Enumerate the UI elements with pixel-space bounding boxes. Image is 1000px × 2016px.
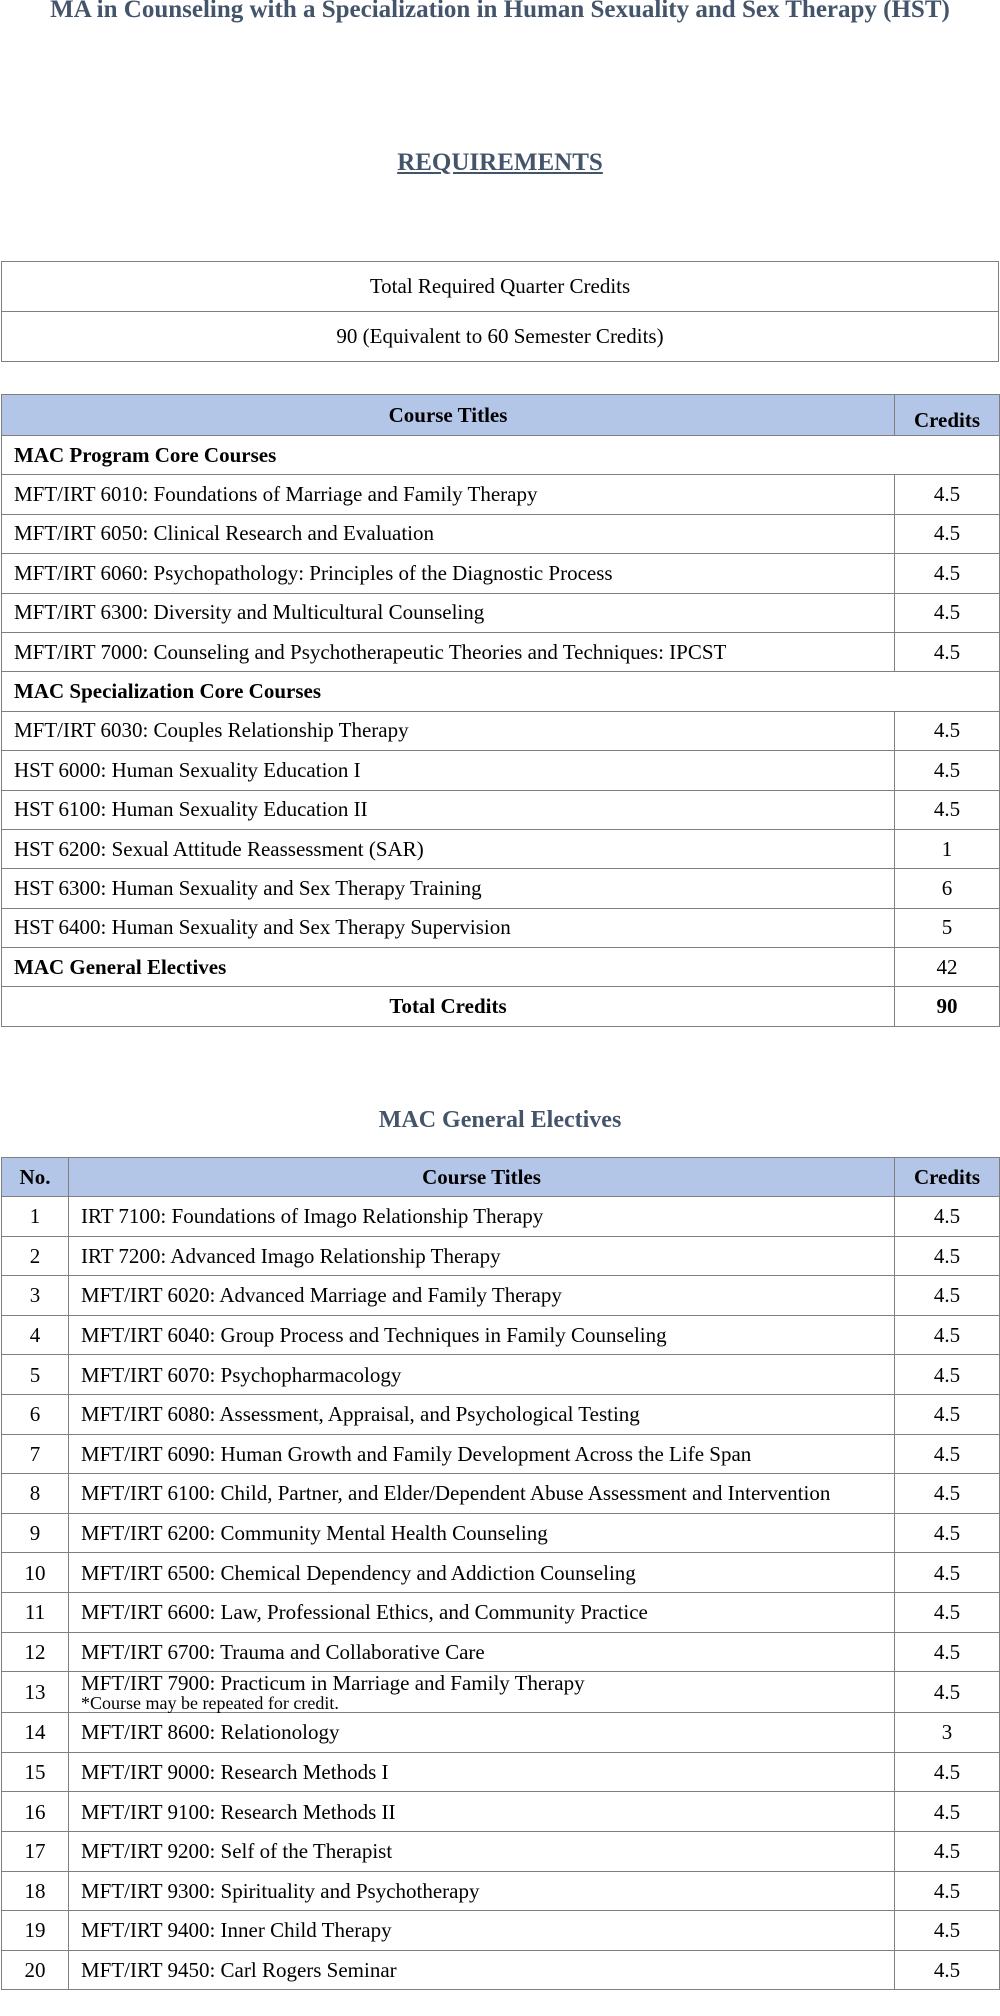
- elective-row: [2, 1474, 1000, 1514]
- course-credits: 6: [895, 869, 1000, 908]
- credits-header: Credits: [895, 395, 1000, 436]
- elective-credits: 4.5: [895, 1871, 1000, 1911]
- general-electives-table: [1, 1157, 1000, 1990]
- general-electives-credits: 42: [895, 948, 1000, 987]
- elective-number: 14: [2, 1713, 69, 1753]
- course-title: HST 6300: Human Sexuality and Sex Therapy Training: [2, 869, 895, 908]
- elective-title-cell: [69, 1434, 895, 1474]
- elective-credits: 4.5: [895, 1197, 1000, 1237]
- elective-title-cell: [69, 1474, 895, 1514]
- elective-title-cell: [69, 1672, 895, 1713]
- course-title: MFT/IRT 6300: Diversity and Multicultural Counseling: [2, 593, 895, 632]
- general-electives-row: [2, 948, 1000, 987]
- elective-row: [2, 1236, 1000, 1276]
- course-titles-header: Course Titles: [69, 1158, 895, 1197]
- elective-row: [2, 1394, 1000, 1434]
- course-title: HST 6200: Sexual Attitude Reassessment (SAR): [2, 829, 895, 868]
- elective-credits: 4.5: [895, 1315, 1000, 1355]
- elective-credits: 4.5: [895, 1474, 1000, 1514]
- elective-number: 7: [2, 1434, 69, 1474]
- elective-number: 2: [2, 1236, 69, 1276]
- elective-row: [2, 1752, 1000, 1792]
- elective-number: 15: [2, 1752, 69, 1792]
- total-credits-label: Total Credits: [2, 987, 895, 1026]
- total-credits-label: Total Required Quarter Credits: [2, 262, 999, 312]
- elective-number: 10: [2, 1553, 69, 1593]
- elective-title-cell: [69, 1513, 895, 1553]
- elective-title: MFT/IRT 9400: Inner Child Therapy: [81, 1918, 392, 1943]
- elective-number: 16: [2, 1792, 69, 1832]
- course-row: [2, 632, 1000, 671]
- elective-credits: 4.5: [895, 1553, 1000, 1593]
- course-title: HST 6000: Human Sexuality Education I: [2, 751, 895, 790]
- elective-credits: 4.5: [895, 1276, 1000, 1316]
- course-row: [2, 514, 1000, 553]
- elective-number: 11: [2, 1592, 69, 1632]
- elective-title: MFT/IRT 6040: Group Process and Techniques in Family Counseling: [81, 1323, 667, 1348]
- elective-title: MFT/IRT 8600: Relationology: [81, 1720, 340, 1745]
- elective-credits: 4.5: [895, 1592, 1000, 1632]
- elective-title: MFT/IRT 9000: Research Methods I: [81, 1760, 389, 1785]
- elective-title-cell: [69, 1236, 895, 1276]
- elective-title-cell: [69, 1950, 895, 1990]
- page-title: MA in Counseling with a Specialization in Human Sexuality and Sex Therapy (HST): [50, 0, 950, 23]
- elective-title-cell: [69, 1831, 895, 1871]
- elective-credits: 4.5: [895, 1831, 1000, 1871]
- course-credits: 4.5: [895, 751, 1000, 790]
- course-row: [2, 790, 1000, 829]
- elective-title-cell: [69, 1752, 895, 1792]
- elective-number: 4: [2, 1315, 69, 1355]
- elective-row: [2, 1672, 1000, 1713]
- elective-row: [2, 1950, 1000, 1990]
- credits-header: Credits: [895, 1158, 1000, 1197]
- course-row: [2, 869, 1000, 908]
- elective-row: [2, 1276, 1000, 1316]
- course-row: [2, 829, 1000, 868]
- elective-title: MFT/IRT 6080: Assessment, Appraisal, and Psychological Testing: [81, 1402, 640, 1427]
- elective-row: [2, 1592, 1000, 1632]
- elective-row: [2, 1713, 1000, 1753]
- elective-title-cell: [69, 1871, 895, 1911]
- elective-title: MFT/IRT 6070: Psychopharmacology: [81, 1362, 402, 1387]
- elective-title-cell: [69, 1276, 895, 1316]
- course-credits: 4.5: [895, 790, 1000, 829]
- core-courses-table: [1, 394, 1000, 1027]
- elective-number: 19: [2, 1911, 69, 1951]
- elective-credits: 4.5: [895, 1236, 1000, 1276]
- elective-credits: 4.5: [895, 1355, 1000, 1395]
- elective-number: 18: [2, 1871, 69, 1911]
- section-heading-row: [2, 672, 1000, 711]
- total-credits-value: 90 (Equivalent to 60 Semester Credits): [2, 312, 999, 362]
- elective-title: MFT/IRT 9100: Research Methods II: [81, 1799, 396, 1824]
- course-credits: 4.5: [895, 475, 1000, 514]
- elective-row: [2, 1871, 1000, 1911]
- course-row: [2, 554, 1000, 593]
- elective-row: [2, 1513, 1000, 1553]
- elective-title-cell: [69, 1553, 895, 1593]
- elective-row: [2, 1553, 1000, 1593]
- course-row: [2, 475, 1000, 514]
- elective-number: 17: [2, 1831, 69, 1871]
- elective-row: [2, 1197, 1000, 1237]
- section-heading: MAC Specialization Core Courses: [2, 672, 1000, 711]
- elective-title: MFT/IRT 6500: Chemical Dependency and Addiction Counseling: [81, 1560, 636, 1585]
- elective-title: MFT/IRT 6090: Human Growth and Family Development Across the Life Span: [81, 1441, 752, 1466]
- elective-row: [2, 1315, 1000, 1355]
- elective-note: *Course may be repeated for credit.: [81, 1693, 339, 1714]
- elective-title-cell: [69, 1632, 895, 1672]
- course-credits: 1: [895, 829, 1000, 868]
- course-title: MFT/IRT 6030: Couples Relationship Therapy: [2, 711, 895, 750]
- elective-number: 1: [2, 1197, 69, 1237]
- elective-credits: 4.5: [895, 1434, 1000, 1474]
- elective-title: MFT/IRT 6020: Advanced Marriage and Family Therapy: [81, 1283, 562, 1308]
- elective-credits: 3: [895, 1713, 1000, 1753]
- course-title: MFT/IRT 6060: Psychopathology: Principles of the Diagnostic Process: [2, 554, 895, 593]
- course-title: MFT/IRT 7000: Counseling and Psychotherapeutic Theories and Techniques: IPCST: [2, 632, 895, 671]
- elective-title: MFT/IRT 9200: Self of the Therapist: [81, 1839, 393, 1864]
- elective-title-cell: [69, 1592, 895, 1632]
- elective-credits: 4.5: [895, 1752, 1000, 1792]
- elective-title: MFT/IRT 7900: Practicum in Marriage and Family Therapy: [81, 1671, 585, 1696]
- elective-row: [2, 1792, 1000, 1832]
- section-heading-row: [2, 436, 1000, 475]
- course-row: [2, 593, 1000, 632]
- elective-credits: 4.5: [895, 1632, 1000, 1672]
- elective-credits: 4.5: [895, 1672, 1000, 1713]
- elective-row: [2, 1355, 1000, 1395]
- elective-title: MFT/IRT 6600: Law, Professional Ethics, and Community Practice: [81, 1600, 648, 1625]
- total-credits-row: [2, 987, 1000, 1026]
- total-credits-value: 90: [895, 987, 1000, 1026]
- elective-title-cell: [69, 1197, 895, 1237]
- number-header: No.: [2, 1158, 69, 1197]
- course-titles-header: Course Titles: [2, 395, 895, 436]
- course-row: [2, 711, 1000, 750]
- course-title: MFT/IRT 6010: Foundations of Marriage and Family Therapy: [2, 475, 895, 514]
- elective-credits: 4.5: [895, 1950, 1000, 1990]
- course-title: HST 6100: Human Sexuality Education II: [2, 790, 895, 829]
- elective-title-cell: [69, 1315, 895, 1355]
- general-electives-label: MAC General Electives: [2, 948, 895, 987]
- course-credits: 4.5: [895, 711, 1000, 750]
- elective-title: MFT/IRT 9300: Spirituality and Psychotherapy: [81, 1878, 480, 1903]
- elective-credits: 4.5: [895, 1792, 1000, 1832]
- requirements-heading: REQUIREMENTS: [397, 149, 603, 176]
- elective-number: 6: [2, 1394, 69, 1434]
- elective-title-cell: [69, 1911, 895, 1951]
- elective-row: [2, 1632, 1000, 1672]
- elective-title: IRT 7100: Foundations of Imago Relationship Therapy: [81, 1204, 544, 1229]
- elective-number: 20: [2, 1950, 69, 1990]
- elective-number: 13: [2, 1672, 69, 1713]
- elective-title: MFT/IRT 6700: Trauma and Collaborative Care: [81, 1639, 485, 1664]
- course-row: [2, 908, 1000, 947]
- elective-title-cell: [69, 1792, 895, 1832]
- elective-title-cell: [69, 1394, 895, 1434]
- elective-title-cell: [69, 1355, 895, 1395]
- elective-credits: 4.5: [895, 1394, 1000, 1434]
- elective-number: 12: [2, 1632, 69, 1672]
- elective-number: 3: [2, 1276, 69, 1316]
- course-credits: 4.5: [895, 514, 1000, 553]
- elective-number: 8: [2, 1474, 69, 1514]
- elective-title-cell: [69, 1713, 895, 1753]
- elective-title: MFT/IRT 6200: Community Mental Health Counseling: [81, 1521, 548, 1546]
- elective-title: MFT/IRT 9450: Carl Rogers Seminar: [81, 1957, 397, 1982]
- course-row: [2, 751, 1000, 790]
- course-title: HST 6400: Human Sexuality and Sex Therapy Supervision: [2, 908, 895, 947]
- elective-credits: 4.5: [895, 1911, 1000, 1951]
- course-credits: 4.5: [895, 632, 1000, 671]
- general-electives-heading: MAC General Electives: [378, 1107, 622, 1133]
- elective-number: 5: [2, 1355, 69, 1395]
- course-credits: 5: [895, 908, 1000, 947]
- elective-credits: 4.5: [895, 1513, 1000, 1553]
- elective-number: 9: [2, 1513, 69, 1553]
- elective-row: [2, 1831, 1000, 1871]
- total-credits-box: [1, 261, 999, 362]
- elective-title: IRT 7200: Advanced Imago Relationship Therapy: [81, 1243, 501, 1268]
- elective-row: [2, 1911, 1000, 1951]
- elective-row: [2, 1434, 1000, 1474]
- course-credits: 4.5: [895, 554, 1000, 593]
- elective-title: MFT/IRT 6100: Child, Partner, and Elder/Dependent Abuse Assessment and Intervention: [81, 1481, 831, 1506]
- course-title: MFT/IRT 6050: Clinical Research and Evaluation: [2, 514, 895, 553]
- section-heading: MAC Program Core Courses: [2, 436, 1000, 475]
- course-credits: 4.5: [895, 593, 1000, 632]
